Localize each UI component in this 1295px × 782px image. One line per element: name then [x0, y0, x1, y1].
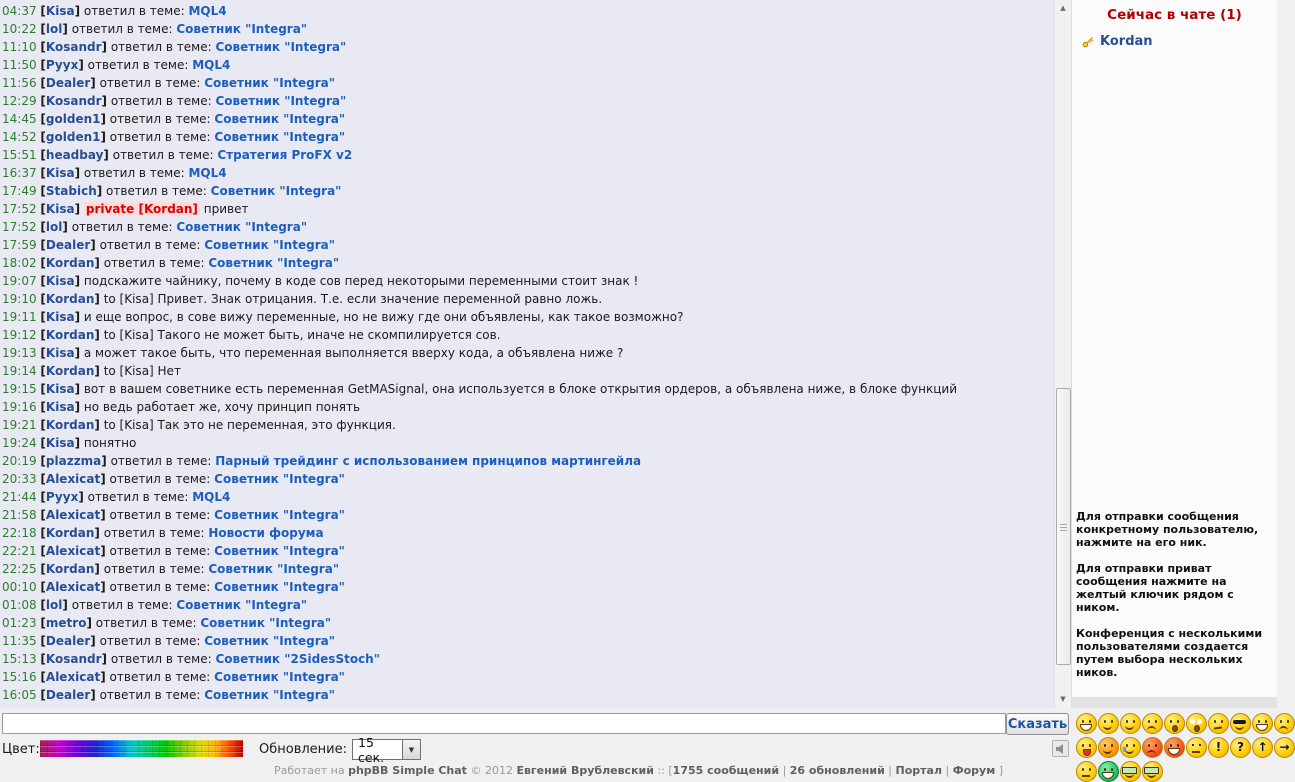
bracket: ]: [94, 328, 100, 342]
cool-emoticon[interactable]: [1230, 713, 1251, 734]
bracket: [: [40, 4, 46, 18]
bracket: ]: [74, 166, 81, 180]
embarrassed-emoticon[interactable]: [1098, 737, 1119, 758]
topic-link[interactable]: Советник "Integra": [204, 634, 335, 648]
message-time: 11:35: [2, 634, 37, 648]
message-username: Dealer: [45, 634, 91, 648]
bracket: [: [40, 256, 46, 270]
update-interval-label: Обновление:: [259, 742, 347, 757]
footer-credits: [0, 764, 1277, 777]
message-username: lol: [45, 220, 63, 234]
message-username: Kisa: [45, 382, 75, 396]
bracket: ]: [101, 40, 108, 54]
chat-message: 16:37 [Kisa] ответил в теме: MQL4: [2, 166, 227, 180]
bracket: [: [40, 544, 46, 558]
bracket: ]: [101, 652, 108, 666]
message-username: Kisa: [45, 4, 75, 18]
chat-message: 22:25 [Kordan] ответил в теме: Советник "Integra": [2, 562, 340, 576]
topic-link[interactable]: Советник "Integra": [208, 562, 340, 576]
footer-text: 1755 сообщений: [672, 764, 780, 777]
lol-emoticon[interactable]: [1252, 713, 1273, 734]
chat-message: 15:51 [headbay] ответил в теме: Стратегия ProFX v2: [2, 148, 353, 162]
message-time: 01:23: [2, 616, 37, 630]
dropdown-arrow-icon[interactable]: ▼: [402, 740, 420, 759]
footer-link[interactable]: Портал: [895, 764, 943, 777]
message-time: 19:10: [2, 292, 37, 306]
message-username: Pyyx: [45, 490, 79, 504]
message-time: 20:33: [2, 472, 37, 486]
footer-text: :: [: [653, 764, 673, 777]
message-time: 22:25: [2, 562, 37, 576]
bracket: ]: [74, 274, 81, 288]
razz-emoticon[interactable]: [1076, 737, 1097, 758]
message-time: 22:21: [2, 544, 37, 558]
bracket: ]: [96, 184, 103, 198]
message-username: Kordan: [45, 526, 95, 540]
chat-message: 15:16 [Alexicat] ответил в теме: Советник "Integra": [2, 670, 345, 684]
bracket: [: [40, 274, 46, 288]
bracket: [: [40, 58, 46, 72]
message-time: 11:56: [2, 76, 37, 90]
topic-link[interactable]: Советник "Integra": [176, 220, 308, 234]
message-username: metro: [45, 616, 87, 630]
message-time: 00:10: [2, 580, 37, 594]
online-user-row: [1072, 23, 1277, 49]
chat-message: 19:16 [Kisa] но ведь работает же, хочу принцип понять: [2, 400, 361, 414]
mad-emoticon[interactable]: [1274, 713, 1295, 734]
footer-text: Работает на: [273, 764, 349, 777]
message-time: 19:11: [2, 310, 37, 324]
bracket: ]: [94, 418, 100, 432]
footer-link[interactable]: Форум: [952, 764, 996, 777]
bracket: [: [40, 688, 46, 702]
biggrin-emoticon[interactable]: [1076, 713, 1097, 734]
chat-message: 21:44 [Pyyx] ответил в теме: MQL4: [2, 490, 231, 504]
message-username: Kordan: [45, 328, 95, 342]
bracket: [: [40, 634, 46, 648]
topic-link[interactable]: Советник "Integra": [214, 670, 345, 684]
topic-link[interactable]: MQL4: [192, 490, 231, 504]
bracket: ]: [100, 508, 106, 522]
topic-link[interactable]: Советник "Integra": [204, 688, 335, 702]
topic-link[interactable]: Советник "Integra": [176, 22, 308, 36]
bracket: ]: [90, 688, 96, 702]
bracket: [: [40, 22, 46, 36]
footer-text: |: [884, 764, 896, 777]
message-username: Alexicat: [45, 544, 101, 558]
footer-text: |: [779, 764, 790, 777]
topic-link[interactable]: Советник "Integra": [176, 598, 308, 612]
bracket: [: [40, 598, 46, 612]
message-time: 21:44: [2, 490, 37, 504]
sad-emoticon[interactable]: [1142, 713, 1163, 734]
cry-emoticon[interactable]: [1120, 737, 1141, 758]
message-username: Dealer: [45, 238, 91, 252]
topic-link[interactable]: Стратегия ProFX v2: [217, 148, 353, 162]
message-username: Kosandr: [45, 652, 102, 666]
chat-message: 17:52 [Kisa] private [Kordan] привет: [2, 202, 249, 216]
message-username: headbay: [45, 148, 104, 162]
bracket: [: [40, 454, 46, 468]
message-username: Kosandr: [45, 40, 102, 54]
chat-message: 19:14 [Kordan] to [Kisa] Нет: [2, 364, 181, 378]
message-username: Kosandr: [45, 94, 102, 108]
chat-message: 18:02 [Kordan] ответил в теме: Советник "Integra": [2, 256, 340, 270]
bracket: [: [40, 238, 46, 252]
bracket: [: [40, 508, 46, 522]
message-time: 16:37: [2, 166, 37, 180]
evil-emoticon[interactable]: [1142, 737, 1163, 758]
scrollbar-down-icon[interactable]: ▼: [1060, 695, 1066, 703]
shock-emoticon[interactable]: [1186, 713, 1207, 734]
message-username: Kisa: [45, 436, 75, 450]
footer-text: ]: [995, 764, 1004, 777]
footer-text: |: [942, 764, 953, 777]
chat-message: 17:52 [lol] ответил в теме: Советник "Integra": [2, 220, 308, 234]
chat-message: 19:12 [Kordan] to [Kisa] Такого не может быть, иначе не скомпилируется сов.: [2, 328, 501, 342]
message-time: 15:13: [2, 652, 37, 666]
message-username: golden1: [45, 112, 101, 126]
bracket: ]: [101, 94, 108, 108]
chat-message: 01:08 [lol] ответил в теме: Советник "Integra": [2, 598, 308, 612]
message-username: Kordan: [45, 292, 95, 306]
help-paragraph: Для отправки сообщения конкретному пользователю, нажмите на его ник.: [1076, 510, 1259, 549]
twisted-evil-emoticon[interactable]: [1164, 737, 1185, 758]
bracket: [: [40, 166, 46, 180]
online-users-panel: [1071, 0, 1277, 708]
bracket: [: [40, 472, 46, 486]
chat-message: 19:10 [Kordan] to [Kisa] Привет. Знак отрицания. Т.е. если значение переменной равно ложь.: [2, 292, 603, 306]
bracket: ]: [74, 436, 81, 450]
topic-link[interactable]: Советник "Integra": [204, 76, 335, 90]
bracket: ]: [62, 22, 68, 36]
chat-message: 15:13 [Kosandr] ответил в теме: Советник "2SidesStoch": [2, 652, 380, 666]
bracket: [: [40, 400, 46, 414]
online-user-list: [1072, 23, 1277, 49]
topic-link[interactable]: Советник "Integra": [215, 40, 347, 54]
wink-emoticon[interactable]: [1120, 713, 1141, 734]
message-time: 21:58: [2, 508, 37, 522]
message-time: 04:37: [2, 4, 37, 18]
message-input[interactable]: [2, 713, 1006, 734]
topic-link[interactable]: Парный трейдинг с использованием принципов мартингейла: [215, 454, 642, 468]
chat-message: 11:50 [Pyyx] ответил в теме: MQL4: [2, 58, 231, 72]
chat-message: 19:07 [Kisa] подскажите чайнику, почему в коде сов перед некоторыми переменными стоит знак !: [2, 274, 639, 288]
message-time: 19:15: [2, 382, 37, 396]
message-time: 16:05: [2, 688, 37, 702]
bracket: [: [40, 490, 46, 504]
message-time: 11:10: [2, 40, 37, 54]
question-emoticon[interactable]: ?: [1230, 737, 1251, 758]
bracket: ]: [62, 598, 68, 612]
message-username: Alexicat: [45, 508, 101, 522]
online-user-name[interactable]: Kordan: [1100, 34, 1153, 49]
bracket: [: [40, 40, 46, 54]
scrollbar-thumb[interactable]: [1056, 388, 1071, 665]
sidebar-bottom-strip: [1072, 697, 1277, 708]
bracket: [: [40, 364, 46, 378]
topic-link[interactable]: Советник "Integra": [210, 184, 342, 198]
message-username: lol: [45, 22, 63, 36]
topic-link[interactable]: Советник "Integra": [214, 508, 345, 522]
chat-message: 17:59 [Dealer] ответил в теме: Советник "Integra": [2, 238, 335, 252]
idea-emoticon[interactable]: ↑: [1252, 737, 1273, 758]
arrow-emoticon[interactable]: →: [1274, 737, 1295, 758]
message-time: 19:21: [2, 418, 37, 432]
exclaim-emoticon[interactable]: !: [1208, 737, 1229, 758]
bracket: [: [40, 112, 46, 126]
bracket: ]: [100, 544, 106, 558]
message-username: Stabich: [45, 184, 97, 198]
bracket: [: [40, 130, 46, 144]
chat-scrollbar[interactable]: [1054, 0, 1071, 708]
chat-message: 21:58 [Alexicat] ответил в теме: Советник "Integra": [2, 508, 345, 522]
message-username: Kordan: [45, 418, 95, 432]
topic-link[interactable]: Советник "Integra": [204, 238, 335, 252]
bracket: ]: [94, 562, 100, 576]
topic-link[interactable]: MQL4: [188, 166, 227, 180]
message-username: golden1: [45, 130, 101, 144]
message-time: 17:52: [2, 220, 37, 234]
smile-emoticon[interactable]: [1098, 713, 1119, 734]
message-time: 19:24: [2, 436, 37, 450]
bracket: ]: [100, 670, 106, 684]
surprised-emoticon[interactable]: [1164, 713, 1185, 734]
private-message-tag: private [Kordan]: [85, 202, 198, 216]
message-username: plazzma: [45, 454, 102, 468]
bracket: [: [40, 436, 46, 450]
bracket: ]: [100, 472, 106, 486]
message-username: Pyyx: [45, 58, 79, 72]
bracket: [: [40, 292, 46, 306]
message-time: 10:22: [2, 22, 37, 36]
bracket: ]: [94, 256, 100, 270]
message-username: Kisa: [45, 274, 75, 288]
message-username: Kisa: [45, 400, 75, 414]
bracket: ]: [62, 220, 68, 234]
topic-link[interactable]: Советник "Integra": [214, 544, 345, 558]
chat-controls-bar: [0, 708, 1290, 781]
help-paragraph: Для отправки приват сообщения нажмите на желтый ключик рядом с ником.: [1076, 562, 1234, 614]
message-username: Kordan: [45, 256, 95, 270]
chat-message: 11:35 [Dealer] ответил в теме: Советник "Integra": [2, 634, 335, 648]
topic-link[interactable]: Советник "Integra": [214, 130, 346, 144]
bracket: [: [40, 526, 46, 540]
topic-link[interactable]: Советник "2SidesStoch": [215, 652, 380, 666]
chat-message: 19:21 [Kordan] to [Kisa] Так это не переменная, это функция.: [2, 418, 396, 432]
update-interval-value: 15 сек.: [358, 734, 385, 765]
message-time: 15:16: [2, 670, 37, 684]
bracket: [: [40, 580, 46, 594]
chat-message: 16:05 [Dealer] ответил в теме: Советник "Integra": [2, 688, 335, 702]
footer-text: 26 обновлений: [789, 764, 885, 777]
topic-link[interactable]: Советник "Integra": [208, 256, 340, 270]
chat-message: 00:10 [Alexicat] ответил в теме: Советник "Integra": [2, 580, 345, 594]
confused-emoticon[interactable]: [1208, 713, 1229, 734]
message-username: Kisa: [45, 202, 75, 216]
bracket: [: [40, 220, 46, 234]
bracket: [: [40, 616, 46, 630]
message-time: 11:50: [2, 58, 37, 72]
bracket: [: [40, 94, 46, 108]
message-time: 19:07: [2, 274, 37, 288]
bracket: ]: [74, 202, 81, 216]
message-time: 14:52: [2, 130, 37, 144]
sound-toggle-button[interactable]: [1052, 740, 1069, 757]
chat-message: 11:56 [Dealer] ответил в теме: Советник "Integra": [2, 76, 335, 90]
rolleyes-emoticon[interactable]: [1186, 737, 1207, 758]
footer-text: Евгений Врублевский: [516, 764, 654, 777]
bracket: [: [40, 328, 46, 342]
message-username: Alexicat: [45, 472, 101, 486]
color-label: Цвет:: [2, 742, 40, 757]
private-key-icon[interactable]: [1082, 35, 1095, 48]
message-time: 12:29: [2, 94, 37, 108]
emoticon-row-1: [1076, 713, 1295, 734]
message-username: Kordan: [45, 364, 95, 378]
bracket: [: [40, 148, 46, 162]
chat-message: 11:10 [Kosandr] ответил в теме: Советник "Integra": [2, 40, 347, 54]
bracket: [: [40, 670, 46, 684]
message-time: 15:51: [2, 148, 37, 162]
bracket: ]: [94, 526, 100, 540]
message-username: Alexicat: [45, 580, 101, 594]
bracket: ]: [100, 130, 106, 144]
bracket: ]: [78, 490, 84, 504]
message-time: 01:08: [2, 598, 37, 612]
bracket: ]: [94, 292, 100, 306]
chat-message: 01:23 [metro] ответил в теме: Советник "Integra": [2, 616, 332, 630]
say-button[interactable]: Сказать: [1006, 713, 1069, 735]
bracket: [: [40, 184, 46, 198]
chat-message: 20:33 [Alexicat] ответил в теме: Советник "Integra": [2, 472, 345, 486]
chat-message: 20:19 [plazzma] ответил в теме: Парный трейдинг с использованием принципов мартингейла: [2, 454, 642, 468]
bracket: [: [40, 652, 46, 666]
message-time: 19:16: [2, 400, 37, 414]
topic-link[interactable]: Новости форума: [208, 526, 324, 540]
message-username: lol: [45, 598, 63, 612]
message-time: 22:18: [2, 526, 37, 540]
bracket: ]: [90, 238, 96, 252]
message-time: 19:12: [2, 328, 37, 342]
topic-link[interactable]: Советник "Integra": [215, 94, 347, 108]
chat-message: 12:29 [Kosandr] ответил в теме: Советник "Integra": [2, 94, 347, 108]
chat-message: 04:37 [Kisa] ответил в теме: MQL4: [2, 4, 227, 18]
bracket: ]: [74, 346, 81, 360]
update-interval-select[interactable]: [352, 734, 421, 765]
bracket: ]: [94, 364, 100, 378]
bracket: ]: [78, 58, 84, 72]
bracket: ]: [86, 616, 92, 630]
scrollbar-up-icon[interactable]: ▲: [1060, 4, 1066, 12]
chat-message: 14:52 [golden1] ответил в теме: Советник "Integra": [2, 130, 346, 144]
chat-message: 14:45 [golden1] ответил в теме: Советник "Integra": [2, 112, 346, 126]
bracket: [: [40, 346, 46, 360]
message-time: 14:45: [2, 112, 37, 126]
bracket: [: [40, 562, 46, 576]
bracket: ]: [103, 148, 109, 162]
bracket: ]: [90, 634, 96, 648]
bracket: ]: [100, 580, 106, 594]
topic-link[interactable]: Советник "Integra": [214, 472, 345, 486]
bracket: ]: [101, 454, 107, 468]
bracket: ]: [74, 310, 81, 324]
message-username: Kordan: [45, 562, 95, 576]
topic-link[interactable]: Советник "Integra": [200, 616, 332, 630]
topic-link[interactable]: Советник "Integra": [214, 112, 346, 126]
footer-text: phpBB Simple Chat: [348, 764, 467, 777]
bracket: ]: [90, 76, 96, 90]
chat-message: 19:24 [Kisa] понятно: [2, 436, 137, 450]
bracket: [: [40, 202, 46, 216]
chat-message: 22:18 [Kordan] ответил в теме: Новости форума: [2, 526, 324, 540]
bracket: ]: [74, 400, 81, 414]
footer-text: © 2012: [466, 764, 517, 777]
emoticon-row-2: [1076, 737, 1295, 758]
message-time: 18:02: [2, 256, 37, 270]
bracket: [: [40, 76, 46, 90]
topic-link[interactable]: MQL4: [192, 58, 231, 72]
help-paragraph: Конференция с несколькими пользователями создается путем выбора нескольких ников.: [1076, 627, 1263, 679]
chat-help-text: [1072, 510, 1277, 692]
message-time: 20:19: [2, 454, 37, 468]
message-username: Kisa: [45, 310, 75, 324]
message-username: Alexicat: [45, 670, 101, 684]
topic-link[interactable]: MQL4: [188, 4, 227, 18]
color-picker-bar[interactable]: [40, 740, 243, 757]
chat-message: 19:13 [Kisa] а может такое быть, что переменная выполняется вверху кода, а объявлена ниже ?: [2, 346, 624, 360]
bracket: ]: [74, 382, 81, 396]
bracket: ]: [74, 4, 81, 18]
topic-link[interactable]: Советник "Integra": [214, 580, 345, 594]
message-time: 19:13: [2, 346, 37, 360]
message-time: 17:59: [2, 238, 37, 252]
message-username: Dealer: [45, 688, 91, 702]
online-users-title: Сейчас в чате (1): [1107, 7, 1242, 23]
message-time: 19:14: [2, 364, 37, 378]
chat-message: 19:15 [Kisa] вот в вашем советнике есть переменная GetMASignal, она используется в блоке открытия ордеров, а объявлена ниже, в блоке функций: [2, 382, 958, 396]
chat-message: 19:11 [Kisa] и еще вопрос, в сове вижу переменные, но не вижу где они объявлены, как такое возможно?: [2, 310, 684, 324]
chat-message: 10:22 [lol] ответил в теме: Советник "Integra": [2, 22, 308, 36]
message-username: Kisa: [45, 166, 75, 180]
bracket: [: [40, 310, 46, 324]
message-username: Kisa: [45, 346, 75, 360]
message-time: 17:52: [2, 202, 37, 216]
chat-message: 22:21 [Alexicat] ответил в теме: Советник "Integra": [2, 544, 345, 558]
message-username: Dealer: [45, 76, 91, 90]
bracket: [: [40, 382, 46, 396]
speaker-icon: [1055, 743, 1067, 755]
chat-message: 17:49 [Stabich] ответил в теме: Советник "Integra": [2, 184, 342, 198]
message-time: 17:49: [2, 184, 37, 198]
bracket: [: [40, 418, 46, 432]
bracket: ]: [100, 112, 106, 126]
